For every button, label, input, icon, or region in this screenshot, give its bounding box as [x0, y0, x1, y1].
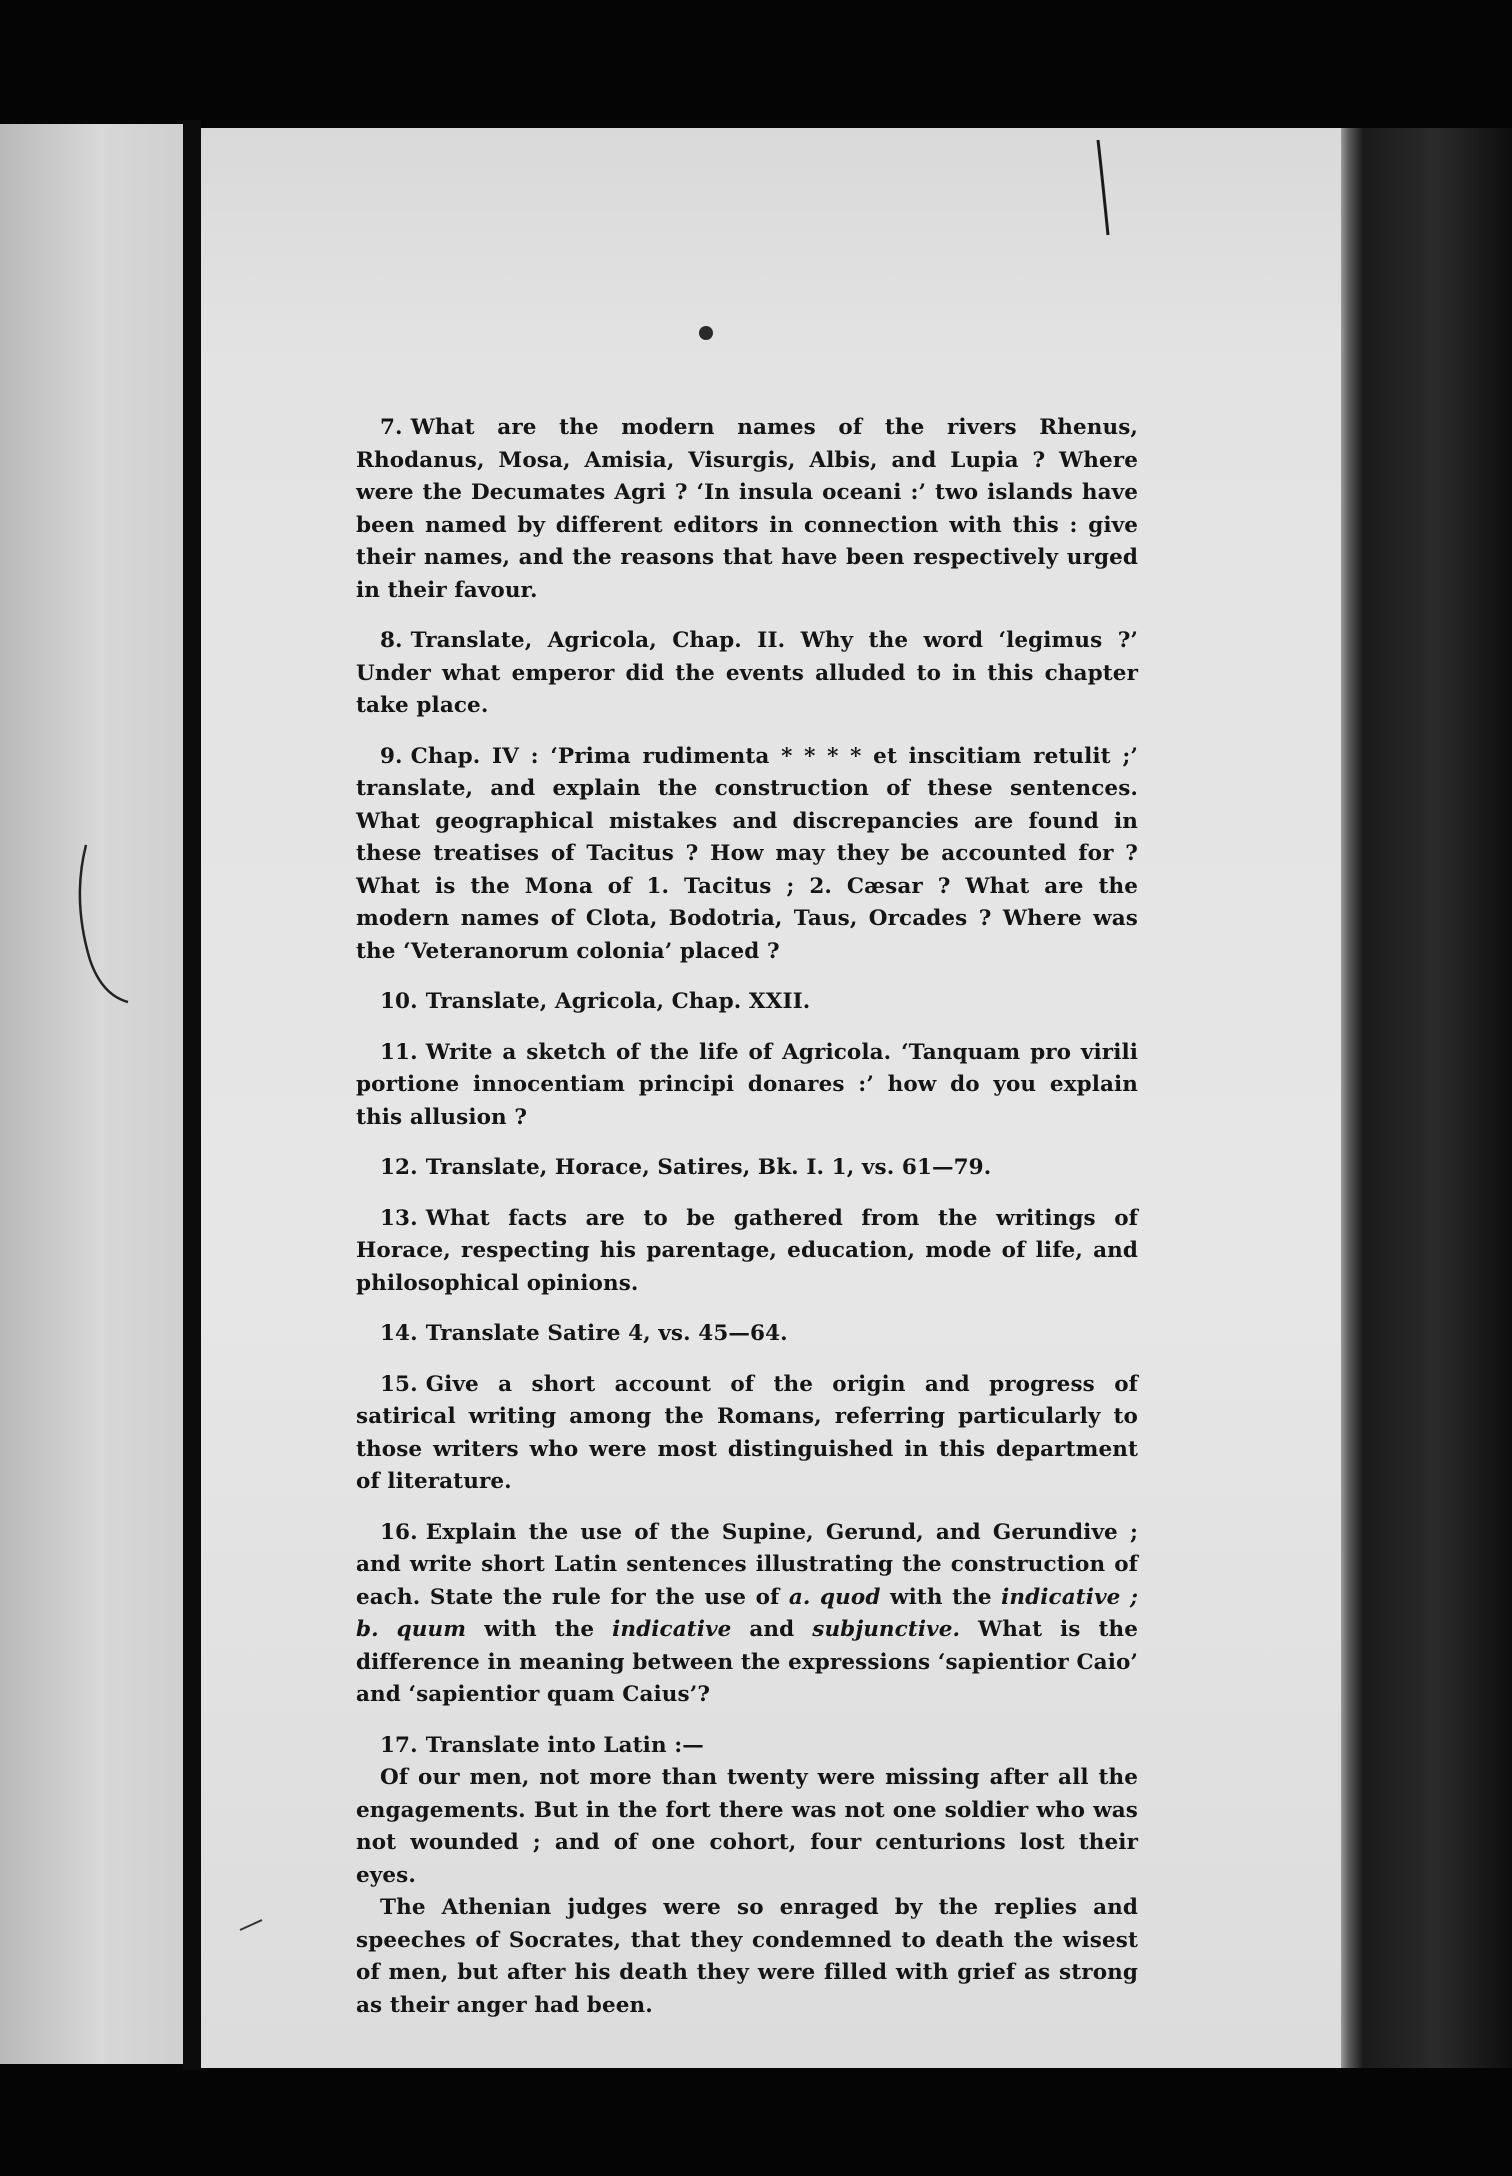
question-8: [356, 625, 1138, 723]
question-11: [356, 1037, 1138, 1135]
question-number: 8.: [380, 628, 403, 653]
question-text: What are the modern names of the rivers Rhenus, Rhodanus, Mosa, Amisia, Visurgis, Albis, and Lupia ? Where were the Decumates Agri ? ‘In insula oceani :’ two islands have been named by different editors in connection with this : give their names, and the reasons that have been respectively urged in their favour.: [356, 415, 1138, 603]
question-17-heading: [356, 1730, 1138, 1763]
question-number: 9.: [380, 743, 403, 769]
question-text: Translate, Horace, Satires, Bk. I. 1, vs. 61—79.: [425, 1155, 992, 1180]
question-number: 11.: [380, 1039, 418, 1065]
question-number: 10.: [380, 989, 418, 1014]
question-text: What facts are to be gathered from the writings of Horace, respecting his parentage, education, mode of life, and philosophical opinions.: [356, 1205, 1138, 1296]
question-number: 7.: [380, 415, 403, 440]
question-12: [356, 1152, 1138, 1185]
exam-questions: [356, 412, 1138, 2022]
question-text: Translate Satire 4, vs. 45—64.: [425, 1321, 788, 1346]
margin-mark: [80, 845, 128, 1002]
question-text: Chap. IV : ‘Prima rudimenta * * * * et inscitiam retulit ;’ translate, and explain the construction of these sentences. What geographical mistakes and discrepancies are found in these treatises of Tacitus ? How may they be accounted for ? What is the Mona of 1. Tacitus ; 2. Cæsar ? What are the modern names of Clota, Bodotria, Taus, Orcades ? Where was the ‘Veteranorum colonia’ placed ?: [356, 743, 1138, 964]
question-text-part: and: [731, 1617, 813, 1642]
question-10: [356, 986, 1138, 1019]
question-text: Translate, Agricola, Chap. II. Why the word ‘legimus ?’ Under what emperor did the events alluded to in this chapter take place.: [356, 628, 1138, 718]
question-number: 15.: [380, 1371, 418, 1397]
italic-term: indicative ;: [1001, 1584, 1138, 1610]
question-14: [356, 1318, 1138, 1351]
italic-term: indicative: [612, 1617, 732, 1642]
question-text: Write a sketch of the life of Agricola. ‘Tanquam pro virili portione innocentiam principi donares :’ how do you explain this allusion ?: [356, 1039, 1138, 1130]
question-text-part: with the: [466, 1617, 613, 1642]
italic-term: subjunctive.: [812, 1617, 961, 1642]
question-number: 14.: [380, 1321, 418, 1346]
translation-passage-2: The Athenian judges were so enraged by the replies and speeches of Socrates, that they condemned to death the wisest of men, but after his death they were filled with grief as strong as their anger had been.: [356, 1895, 1138, 2018]
question-9: [356, 741, 1138, 969]
scratch-mark: [1098, 140, 1108, 235]
margin-mark: [240, 1920, 262, 1930]
question-text-part: Explain the use of the Supine, Gerund, and Gerundive ; and write short Latin sentences illustrating the construction of each. State the rule for the use of: [356, 1519, 1138, 1610]
question-15: [356, 1369, 1138, 1499]
italic-term: a. quod: [788, 1584, 881, 1610]
question-text: Translate, Agricola, Chap. XXII.: [425, 989, 811, 1014]
ink-blot: [699, 326, 713, 340]
question-7: [356, 412, 1138, 607]
question-number: 13.: [380, 1205, 418, 1231]
question-number: 16.: [380, 1519, 418, 1545]
question-text-part: with the: [880, 1584, 1002, 1610]
question-text: Give a short account of the origin and progress of satirical writing among the Romans, referring particularly to those writers who were most distinguished in this department of literature.: [356, 1371, 1138, 1494]
question-13: [356, 1203, 1138, 1301]
translation-passage-1: Of our men, not more than twenty were missing after all the engagements. But in the fort there was not one soldier who was not wounded ; and of one cohort, four centurions lost their eyes.: [356, 1765, 1138, 1888]
question-text-part: What is the difference in meaning between the expressions ‘sapientior Caio’ and ‘sapientior quam Caius’?: [356, 1617, 1139, 1707]
italic-term: b. quum: [356, 1617, 467, 1642]
question-text: Translate into Latin :—: [425, 1732, 704, 1758]
question-number: 17.: [380, 1732, 418, 1758]
question-number: 12.: [380, 1155, 418, 1180]
question-16: [356, 1517, 1138, 1712]
